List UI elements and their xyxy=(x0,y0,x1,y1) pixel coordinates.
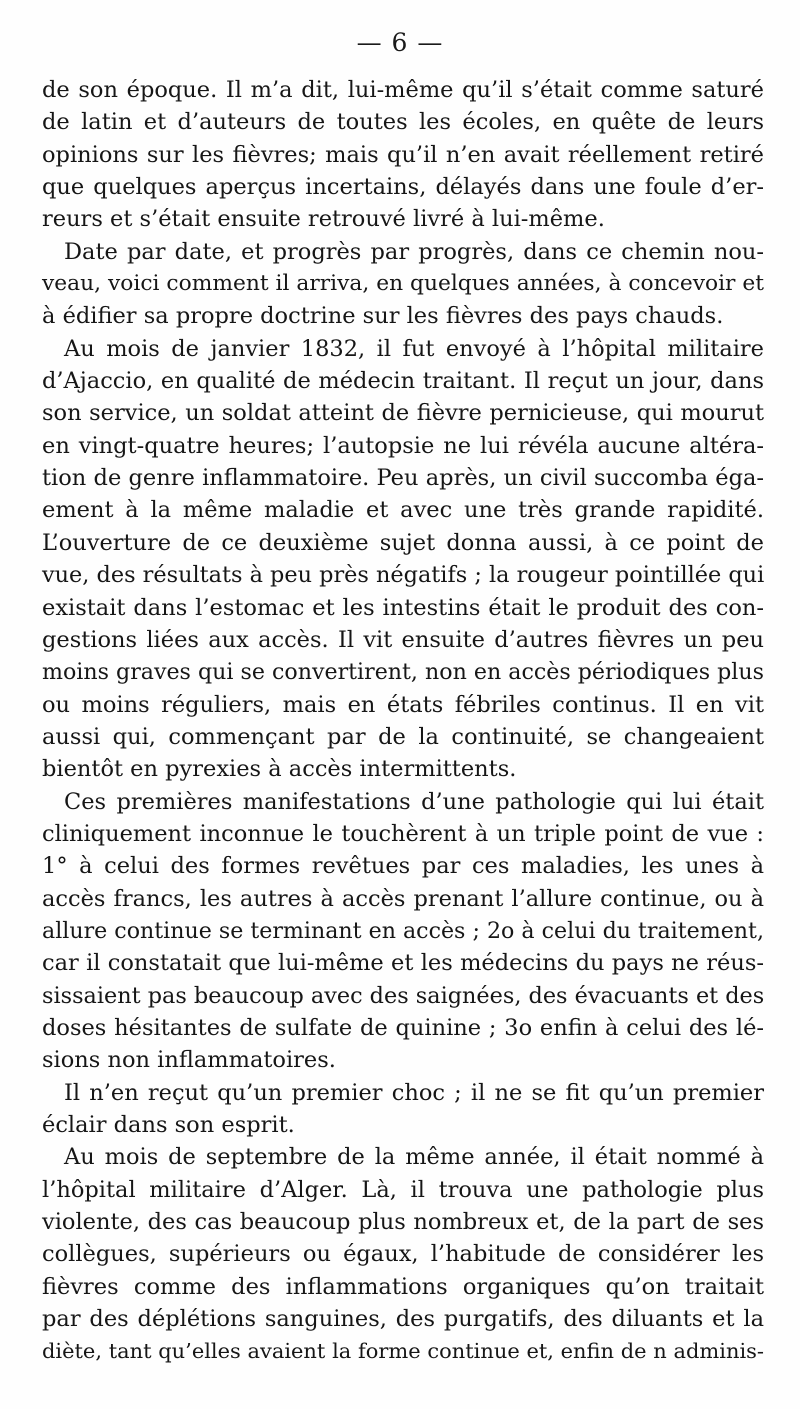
text-line: moins graves qui se convertirent, non en accès périodiques plus xyxy=(42,659,764,686)
text-line: sions non inflammatoires. xyxy=(42,1047,336,1074)
text-line: Date par date, et progrès par progrès, dans ce chemin nou- xyxy=(64,238,764,265)
text-line: aussi qui, commençant par de la continuité, se changeaient xyxy=(42,723,764,750)
text-line: de latin et d’auteurs de toutes les écoles, en quête de leurs xyxy=(42,109,764,136)
text-line: sissaient pas beaucoup avec des saignées, des évacuants et des xyxy=(42,982,765,1009)
paragraph-4 xyxy=(42,786,764,1077)
text-line: opinions sur les fièvres; mais qu’il n’en avait réellement retiré xyxy=(42,141,764,168)
text-line: veau, voici comment il arriva, en quelques années, à concevoir et xyxy=(42,271,764,297)
text-line: que quelques aperçus incertains, délayés dans une foule d’er- xyxy=(42,174,764,201)
text-line: collègues, supérieurs ou égaux, l’habitude de considérer les xyxy=(42,1241,764,1268)
text-line: éclair dans son esprit. xyxy=(42,1112,295,1138)
text-line: diète, tant qu’elles avaient la forme continue et, enfin de n adminis- xyxy=(42,1339,764,1364)
text-line: violente, des cas beaucoup plus nombreux et, de la part de ses xyxy=(42,1209,764,1236)
text-line: doses hésitantes de sulfate de quinine ; 3o enfin à celui des lé- xyxy=(42,1014,764,1041)
text-line: reurs et s’était ensuite retrouvé livré à lui-même. xyxy=(42,206,605,233)
text-line: 1° à celui des formes revêtues par ces maladies, les unes à xyxy=(42,853,764,880)
paragraph-5 xyxy=(42,1077,764,1142)
text-line: bientôt en pyrexies à accès intermittents. xyxy=(42,756,517,783)
text-line: en vingt-quatre heures; l’autopsie ne lui révéla aucune altéra- xyxy=(42,432,764,459)
text-line: Au mois de septembre de la même année, il était nommé à xyxy=(64,1144,764,1171)
text-line: Au mois de janvier 1832, il fut envoyé à l’hôpital militaire xyxy=(64,335,764,362)
text-line: l’hôpital militaire d’Alger. Là, il trouva une pathologie plus xyxy=(42,1176,764,1203)
text-line: fièvres comme des inflammations organiques qu’on traitait xyxy=(42,1273,764,1300)
text-line: ou moins réguliers, mais en états fébriles continus. Il en vit xyxy=(42,691,764,718)
text-line: gestions liées aux accès. Il vit ensuite d’autres fièvres un peu xyxy=(42,626,764,653)
page-number: — 6 — xyxy=(356,28,444,57)
paragraph-6 xyxy=(42,1141,764,1367)
body-text xyxy=(42,74,764,1368)
text-line: L’ouverture de ce deuxième sujet donna aussi, à ce point de xyxy=(42,529,764,556)
text-line: existait dans l’estomac et les intestins était le produit des con- xyxy=(42,594,764,621)
text-line: allure continue se terminant en accès ; 2o à celui du traitement, xyxy=(42,917,764,944)
text-line: accès francs, les autres à accès prenant l’allure continue, ou à xyxy=(42,885,764,912)
text-line: ement à la même maladie et avec une très grande rapidité. xyxy=(42,497,764,524)
text-line: Ces premières manifestations d’une pathologie qui lui était xyxy=(64,788,764,815)
text-line: vue, des résultats à peu près négatifs ; la rougeur pointillée qui xyxy=(42,562,765,589)
paragraph-3 xyxy=(42,333,764,786)
text-line: à édifier sa propre doctrine sur les fièvres des pays chauds. xyxy=(42,303,724,330)
text-line: son service, un soldat atteint de fièvre pernicieuse, qui mourut xyxy=(42,400,764,427)
paragraph-2 xyxy=(42,236,764,333)
text-line: d’Ajaccio, en qualité de médecin traitant. Il reçut un jour, dans xyxy=(42,368,764,395)
paragraph-1 xyxy=(42,74,764,236)
text-line: cliniquement inconnue le touchèrent à un triple point de vue : xyxy=(42,820,764,847)
text-line: par des déplétions sanguines, des purgatifs, des diluants et la xyxy=(42,1306,764,1333)
text-line: Il n’en reçut qu’un premier choc ; il ne se fit qu’un premier xyxy=(64,1079,764,1106)
text-line: car il constatait que lui-même et les médecins du pays ne réus- xyxy=(42,950,764,977)
text-line: de son époque. Il m’a dit, lui-même qu’il s’était comme saturé xyxy=(42,77,764,103)
text-line: tion de genre inflammatoire. Peu après, un civil succomba éga- xyxy=(42,465,764,492)
